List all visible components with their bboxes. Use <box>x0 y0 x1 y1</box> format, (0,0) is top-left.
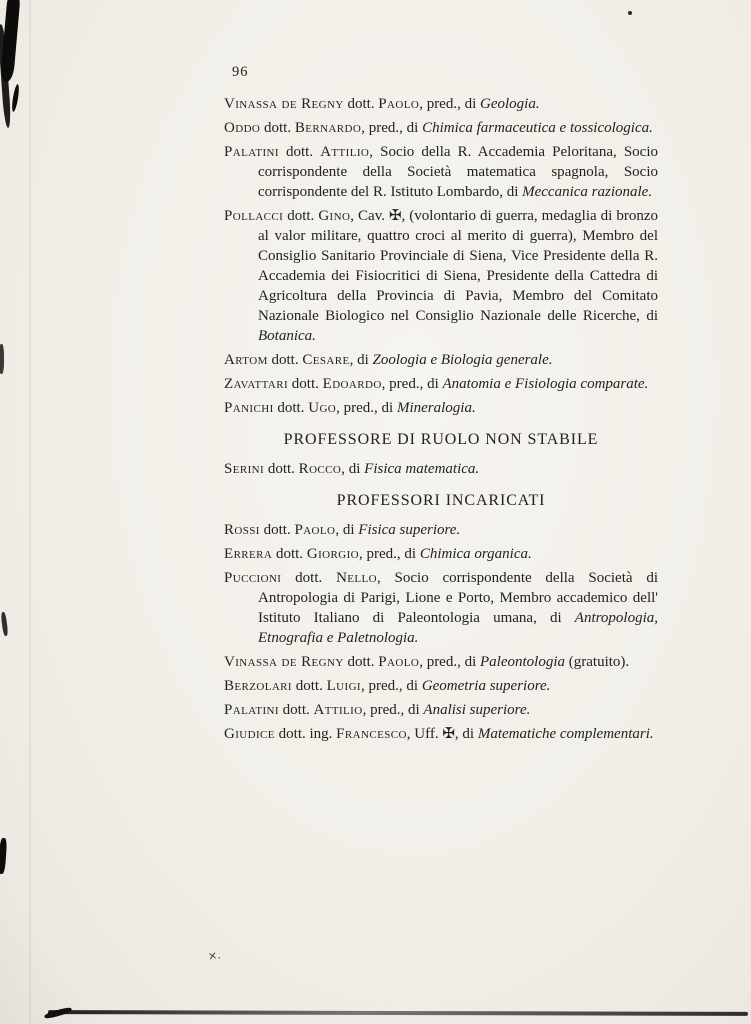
person-name: Rossi <box>224 522 260 538</box>
person-name: Oddo <box>224 120 261 136</box>
faculty-entry <box>224 700 658 720</box>
person-name: Palatini <box>224 144 279 160</box>
faculty-entry <box>224 374 658 394</box>
faculty-entry <box>224 142 658 202</box>
subject-title: Mineralogia. <box>396 400 476 416</box>
entry-text: , di <box>349 352 373 368</box>
faculty-entry <box>224 724 658 744</box>
person-name: Panichi <box>224 400 274 416</box>
subject-title: Botanica. <box>258 328 316 344</box>
subject-title: Analisi superiore. <box>423 702 531 718</box>
scan-artifact <box>1 612 9 636</box>
entry-text: dott. <box>278 144 321 160</box>
section-heading: PROFESSORE DI RUOLO NON STABILE <box>283 431 599 448</box>
subject-title: Meccanica razionale. <box>522 184 653 200</box>
person-name: Francesco <box>336 726 407 742</box>
entry-text: , pred., di <box>419 654 481 670</box>
entry-text: (gratuito). <box>565 654 630 670</box>
subject-title: Matematiche complementari. <box>477 726 654 742</box>
entry-text: dott. ing. <box>274 726 337 742</box>
subject-title: Zoologia e Biologia generale. <box>372 352 553 368</box>
entry-text: dott. <box>283 208 319 224</box>
person-name: Puccioni <box>224 570 282 586</box>
person-name: Giudice <box>224 726 275 742</box>
person-name: Paolo <box>294 522 336 538</box>
entry-text: dott. <box>267 352 303 368</box>
person-name: Edoardo <box>322 376 382 392</box>
subject-title: Geologia. <box>480 96 540 112</box>
subject-title: Chimica organica. <box>419 546 532 562</box>
person-name: Zavattari <box>224 376 289 392</box>
entry-text: , di <box>335 522 359 538</box>
faculty-entry <box>224 544 658 564</box>
entry-text: dott. <box>264 461 299 477</box>
faculty-entry <box>224 520 658 540</box>
person-name: Pollacci <box>224 208 284 224</box>
faculty-entry <box>224 652 658 672</box>
entry-text: dott. <box>288 376 323 392</box>
entry-text: dott. <box>260 120 295 136</box>
scan-edge-line <box>48 1010 748 1016</box>
person-name: Ugo <box>308 400 337 416</box>
person-name: Vinassa de Regny <box>224 96 344 112</box>
faculty-entry <box>224 398 658 418</box>
subject-title: Chimica farmaceutica e tossicologica. <box>422 120 653 136</box>
faculty-entry <box>224 676 658 696</box>
subject-title: Antropologia, Etnografia e Paletnologia. <box>258 610 658 646</box>
entry-text: dott. <box>343 654 379 670</box>
entry-text: dott. <box>278 702 314 718</box>
entry-text: , di <box>341 461 365 477</box>
subject-title: Fisica matematica. <box>364 461 480 477</box>
entry-text: , pred., di <box>360 678 422 694</box>
person-name: Serini <box>224 461 265 477</box>
entry-text: , pred., di <box>381 376 443 392</box>
scan-artifact <box>0 344 4 374</box>
person-name: Attilio <box>320 144 370 160</box>
entry-text: , Uff. ✠, di <box>406 726 478 742</box>
ink-speck <box>628 11 632 15</box>
person-name: Giorgio <box>306 546 359 562</box>
entry-text: dott. <box>272 546 307 562</box>
person-name: Berzolari <box>224 678 292 694</box>
faculty-entry <box>224 206 658 346</box>
person-name: Gino <box>318 208 351 224</box>
entry-text: , Cav. ✠, (volontario di guerra, medaglia di bronzo al valor militare, quattro croci al merito di guerra), Membro del Consiglio Sanitario Provinciale di Siena, Vice Presidente della R. Accademia dei Fisiocritici di Siena, Presidente della Cattedra di Agricoltura della Provincia di Pavia, Membro del Comitato Nazionale Biologico nel Consiglio Nazionale delle Ricerche, di <box>258 208 658 324</box>
section-heading: PROFESSORI INCARICATI <box>336 492 546 509</box>
person-name: Nello <box>336 570 377 586</box>
faculty-entry <box>224 459 658 479</box>
entry-text: dott. <box>292 678 327 694</box>
page-fold-shadow <box>29 0 31 1024</box>
entry-text: , pred., di <box>361 120 423 136</box>
page-number: 96 <box>232 64 249 80</box>
entry-text: , pred., di <box>358 546 420 562</box>
entry-text: dott. <box>259 522 295 538</box>
person-name: Artom <box>224 352 268 368</box>
scan-artifact <box>0 838 7 874</box>
person-name: Errera <box>224 546 273 562</box>
entry-text: , Socio corrispondente della Società di Antropologia di Parigi, Lione e Porto, Membro accademico dell' Istituto Italiano di Paleontologia umana, di <box>258 570 658 626</box>
entry-text: dott. <box>343 96 379 112</box>
person-name: Bernardo <box>294 120 362 136</box>
handwritten-x-mark: ×. <box>207 948 222 963</box>
person-name: Paolo <box>378 96 420 112</box>
faculty-entry <box>224 118 658 138</box>
entry-text: , pred., di <box>336 400 397 416</box>
subject-title: Anatomia e Fisiologia comparate. <box>442 376 649 392</box>
subject-title: Fisica superiore. <box>358 522 461 538</box>
text-block <box>224 94 658 748</box>
entry-text: dott. <box>273 400 309 416</box>
entry-text: , pred., di <box>362 702 424 718</box>
person-name: Attilio <box>313 702 363 718</box>
entry-text: dott. <box>281 570 337 586</box>
person-name: Rocco <box>298 461 342 477</box>
faculty-entry <box>224 350 658 370</box>
entry-text: , pred., di <box>419 96 481 112</box>
subject-title: Geometria superiore. <box>421 678 551 694</box>
person-name: Vinassa de Regny <box>224 654 344 670</box>
faculty-entry <box>224 94 658 114</box>
scan-artifact <box>11 84 20 112</box>
person-name: Cesare <box>302 352 350 368</box>
person-name: Paolo <box>378 654 420 670</box>
subject-title: Paleontologia <box>480 654 566 670</box>
person-name: Palatini <box>224 702 279 718</box>
person-name: Luigi <box>326 678 361 694</box>
faculty-entry <box>224 568 658 648</box>
entry-text: , Socio della R. Accademia Peloritana, Socio corrispondente della Società matematica spagnola, Socio corrispondente del R. Istituto Lombardo, di <box>258 144 658 200</box>
